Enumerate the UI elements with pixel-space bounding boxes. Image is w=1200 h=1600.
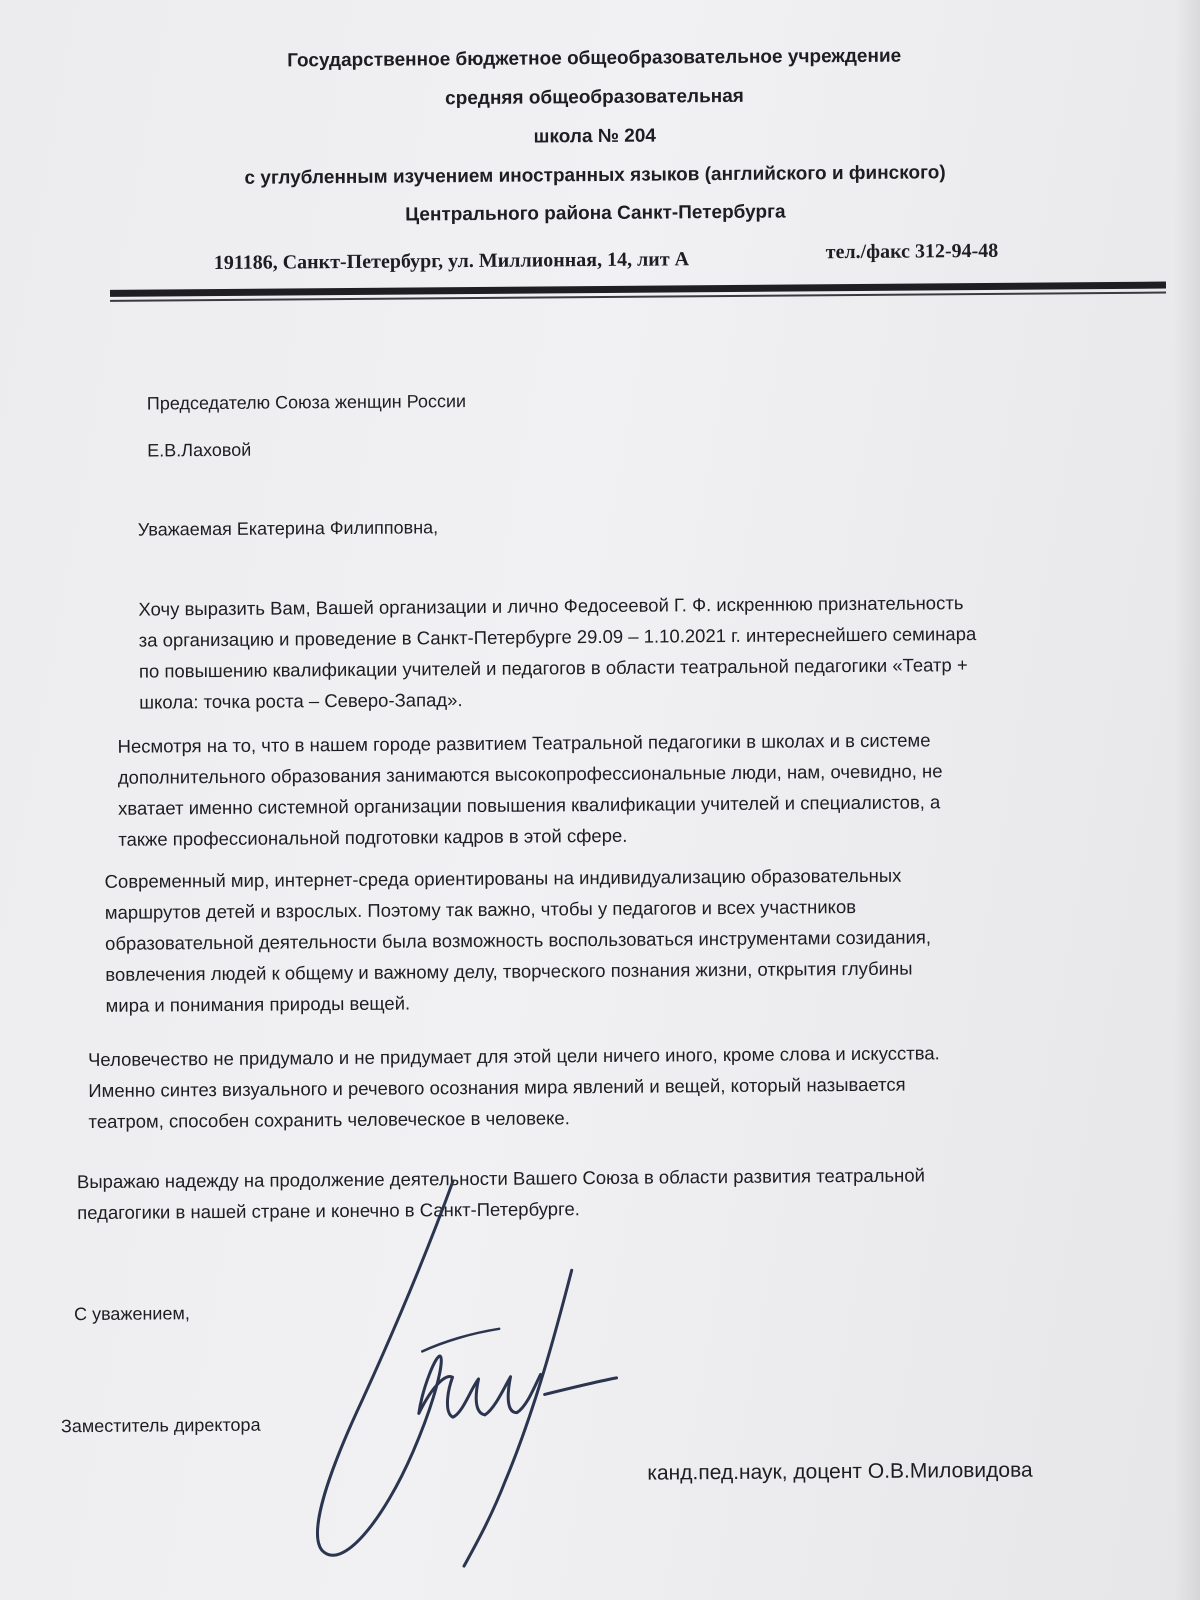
paragraph-line: по повышению квалификации учителей и педагогов в области театральной педагогики «Театр + [138,654,968,682]
paragraph-line: за организацию и проведение в Санкт-Петербурге 29.09 – 1.10.2021 г. интереснейшего семинара [138,623,977,651]
paragraph-line: также профессиональной подготовки кадров в этой сфере. [118,824,628,850]
closing: С уважением, [73,1303,190,1325]
letterhead-line-5: Центрального района Санкт-Петербурга [405,201,786,226]
paragraph-line: хватает именно системной организации повышения квалификации учителей и специалистов, а [117,791,941,819]
paragraph-line: Человечество не придумало и не придумает для этой цели ничего иного, кроме слова и искусства. [87,1042,940,1071]
paragraph-4 [88,1037,940,1137]
signer-position: Заместитель директора [60,1414,261,1437]
recipient-title: Председателю Союза женщин России [146,391,467,414]
signer-name: канд.пед.наук, доцент О.В.Миловидова [647,1458,1033,1485]
letterhead-line-1: Государственное бюджетное общеобразовательное учреждение [287,45,902,72]
paragraph-line: Современный мир, интернет-среда ориентированы на индивидуализацию образовательных [104,864,902,892]
handwritten-signature [293,1150,646,1593]
paragraph-line: педагогики в нашей стране и конечно в Санкт-Петербурге. [77,1198,580,1224]
paragraph-line: театром, способен сохранить человеческое в человеке. [88,1107,570,1133]
letterhead-line-2: средняя общеобразовательная [445,85,744,110]
paragraph-line: Хочу выразить Вам, Вашей организации и лично Федосеевой Г. Ф. искреннюю признательность [138,592,964,620]
recipient-name: Е.В.Лаховой [147,439,252,461]
paragraph-line: вовлечения людей к общему и важному делу, творческого познания жизни, открытия глубины [105,957,913,985]
paragraph-line: образовательной деятельности была возможность воспользоваться инструментами созидания, [105,926,932,954]
paragraph-3 [105,859,932,1020]
paragraph-line: школа: точка роста – Северо-Запад». [139,689,463,713]
school-address: 191186, Санкт-Петербург, ул. Миллионная, 14, лит А [213,248,690,275]
paragraph-1 [138,587,976,718]
paragraph-line: мира и понимания природы вещей. [105,992,411,1016]
paragraph-line: Несмотря на то, что в нашем городе развитием Театральной педагогики в школах и в системе [117,729,931,757]
letterhead-line-3: школа № 204 [533,125,657,148]
paragraph-line: Именно синтез визуального и речевого осознания мира явлений и вещей, который называется [88,1073,906,1102]
paragraph-line: дополнительного образования занимаются высокопрофессиональные люди, нам, очевидно, не [117,760,943,788]
salutation: Уважаемая Екатерина Филипповна, [137,517,439,540]
school-phone: тел./факс 312-94-48 [825,239,999,264]
letterhead-line-4: с углубленным изучением иностранных языков (английского и финского) [244,162,946,189]
paragraph-2 [117,724,943,854]
paragraph-line: Выражаю надежду на продолжение деятельности Вашего Союза в области развития театральной [76,1164,926,1193]
paragraph-line: маршрутов детей и взрослых. Поэтому так важно, чтобы у педагогов и всех участников [104,895,857,923]
